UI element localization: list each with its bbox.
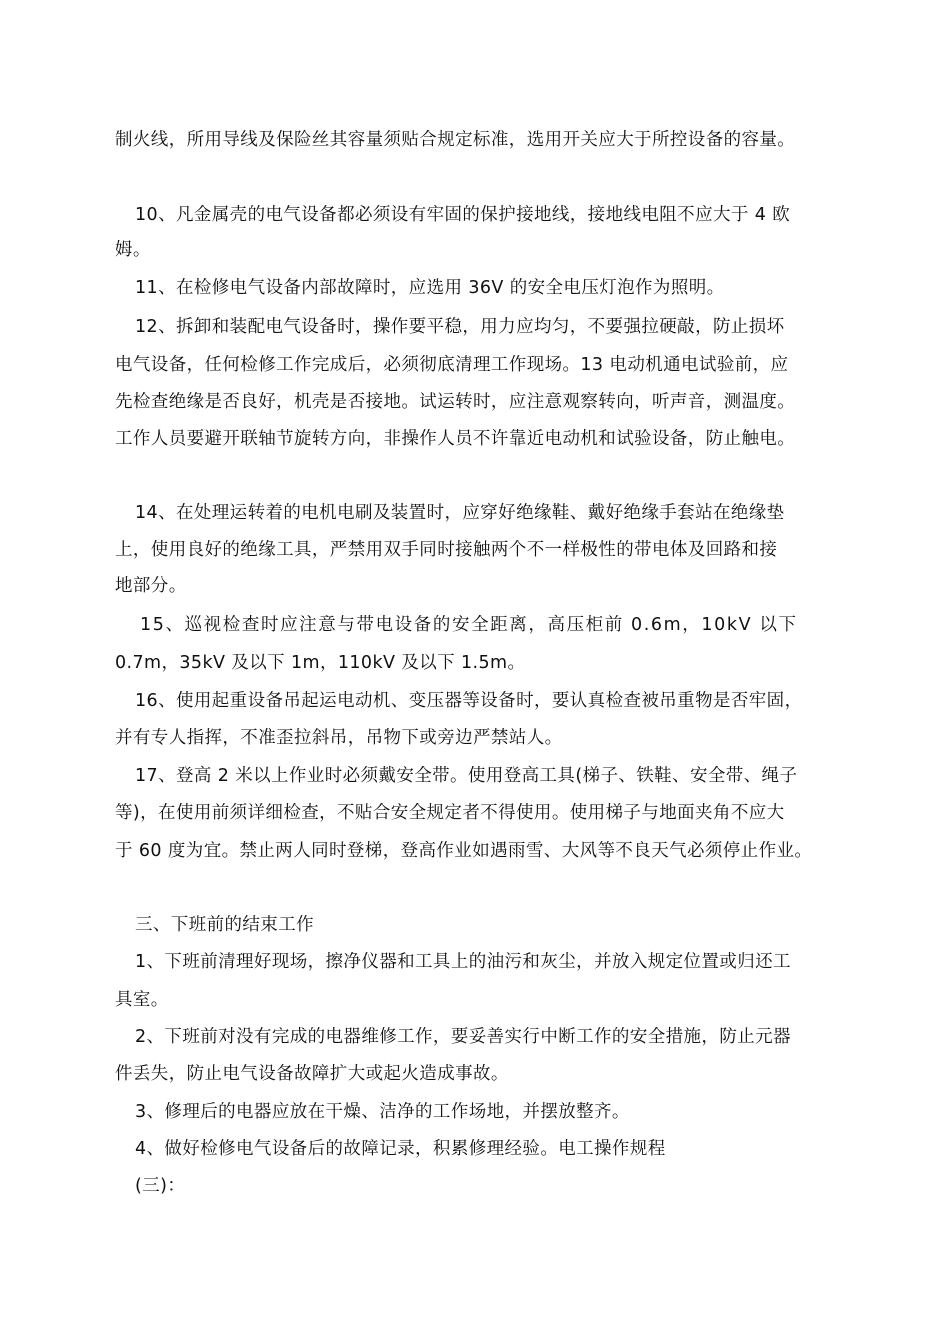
paragraph-line: 12、拆卸和装配电气设备时，操作要平稳，用力应均匀，不要强拉硬敲，防止损坏 xyxy=(135,317,785,337)
paragraph-line: 并有专人指挥，不准歪拉斜吊，吊物下或旁边严禁站人。 xyxy=(115,728,563,748)
paragraph-line: 件丢失，防止电气设备故障扩大或起火造成事故。 xyxy=(115,1064,509,1084)
paragraph-line: 11、在检修电气设备内部故障时，应选用 36V 的安全电压灯泡作为照明。 xyxy=(135,278,725,298)
paragraph-line: 先检查绝缘是否良好，机壳是否接地。试运转时，应注意观察转向，听声音，测温度。 xyxy=(115,392,796,412)
paragraph-line: 17、登高 2 米以上作业时必须戴安全带。使用登高工具(梯子、铁鞋、安全带、绳子 xyxy=(135,766,798,786)
paragraph-line: 0.7m，35kV 及以下 1m，110kV 及以下 1.5m。 xyxy=(115,653,526,673)
section-heading: 三、下班前的结束工作 xyxy=(135,915,314,935)
paragraph-line: (三)： xyxy=(135,1176,186,1196)
paragraph-line: 电气设备，任何检修工作完成后，必须彻底清理工作现场。13 电动机通电试验前，应 xyxy=(115,355,789,375)
paragraph-line: 制火线，所用导线及保险丝其容量须贴合规定标准，选用开关应大于所控设备的容量。 xyxy=(115,130,796,150)
paragraph-line: 14、在处理运转着的电机电刷及装置时，应穿好绝缘鞋、戴好绝缘手套站在绝缘垫 xyxy=(135,503,785,523)
paragraph-line: 3、修理后的电器应放在干燥、洁净的工作场地，并摆放整齐。 xyxy=(135,1102,630,1122)
paragraph-line: 16、使用起重设备吊起运电动机、变压器等设备时，要认真检查被吊重物是否牢固， xyxy=(135,691,803,711)
paragraph-line: 等)，在使用前须详细检查，不贴合安全规定者不得使用。使用梯子与地面夹角不应大 xyxy=(115,803,785,823)
paragraph-line: 于 60 度为宜。禁止两人同时登梯，登高作业如遇雨雪、大风等不良天气必须停止作业。 xyxy=(115,841,813,861)
paragraph-line: 15、巡视检查时应注意与带电设备的安全距离，高压柜前 0.6m，10kV 以下 xyxy=(140,615,798,635)
paragraph-line: 具室。 xyxy=(115,990,169,1010)
paragraph-line: 姆。 xyxy=(115,240,151,260)
paragraph-line: 工作人员要避开联轴节旋转方向，非操作人员不许靠近电动机和试验设备，防止触电。 xyxy=(115,429,796,449)
paragraph-line: 1、下班前清理好现场，擦净仪器和工具上的油污和灰尘，并放入规定位置或归还工 xyxy=(135,952,791,972)
paragraph-line: 10、凡金属壳的电气设备都必须设有牢固的保护接地线，接地线电阻不应大于 4 欧 xyxy=(135,205,791,225)
paragraph-line: 地部分。 xyxy=(115,576,187,596)
paragraph-line: 4、做好检修电气设备后的故障记录，积累修理经验。电工操作规程 xyxy=(135,1139,666,1159)
paragraph-line: 2、下班前对没有完成的电器维修工作，要妥善实行中断工作的安全措施，防止元器 xyxy=(135,1027,791,1047)
paragraph-line: 上，使用良好的绝缘工具，严禁用双手同时接触两个不一样极性的带电体及回路和接 xyxy=(115,540,778,560)
